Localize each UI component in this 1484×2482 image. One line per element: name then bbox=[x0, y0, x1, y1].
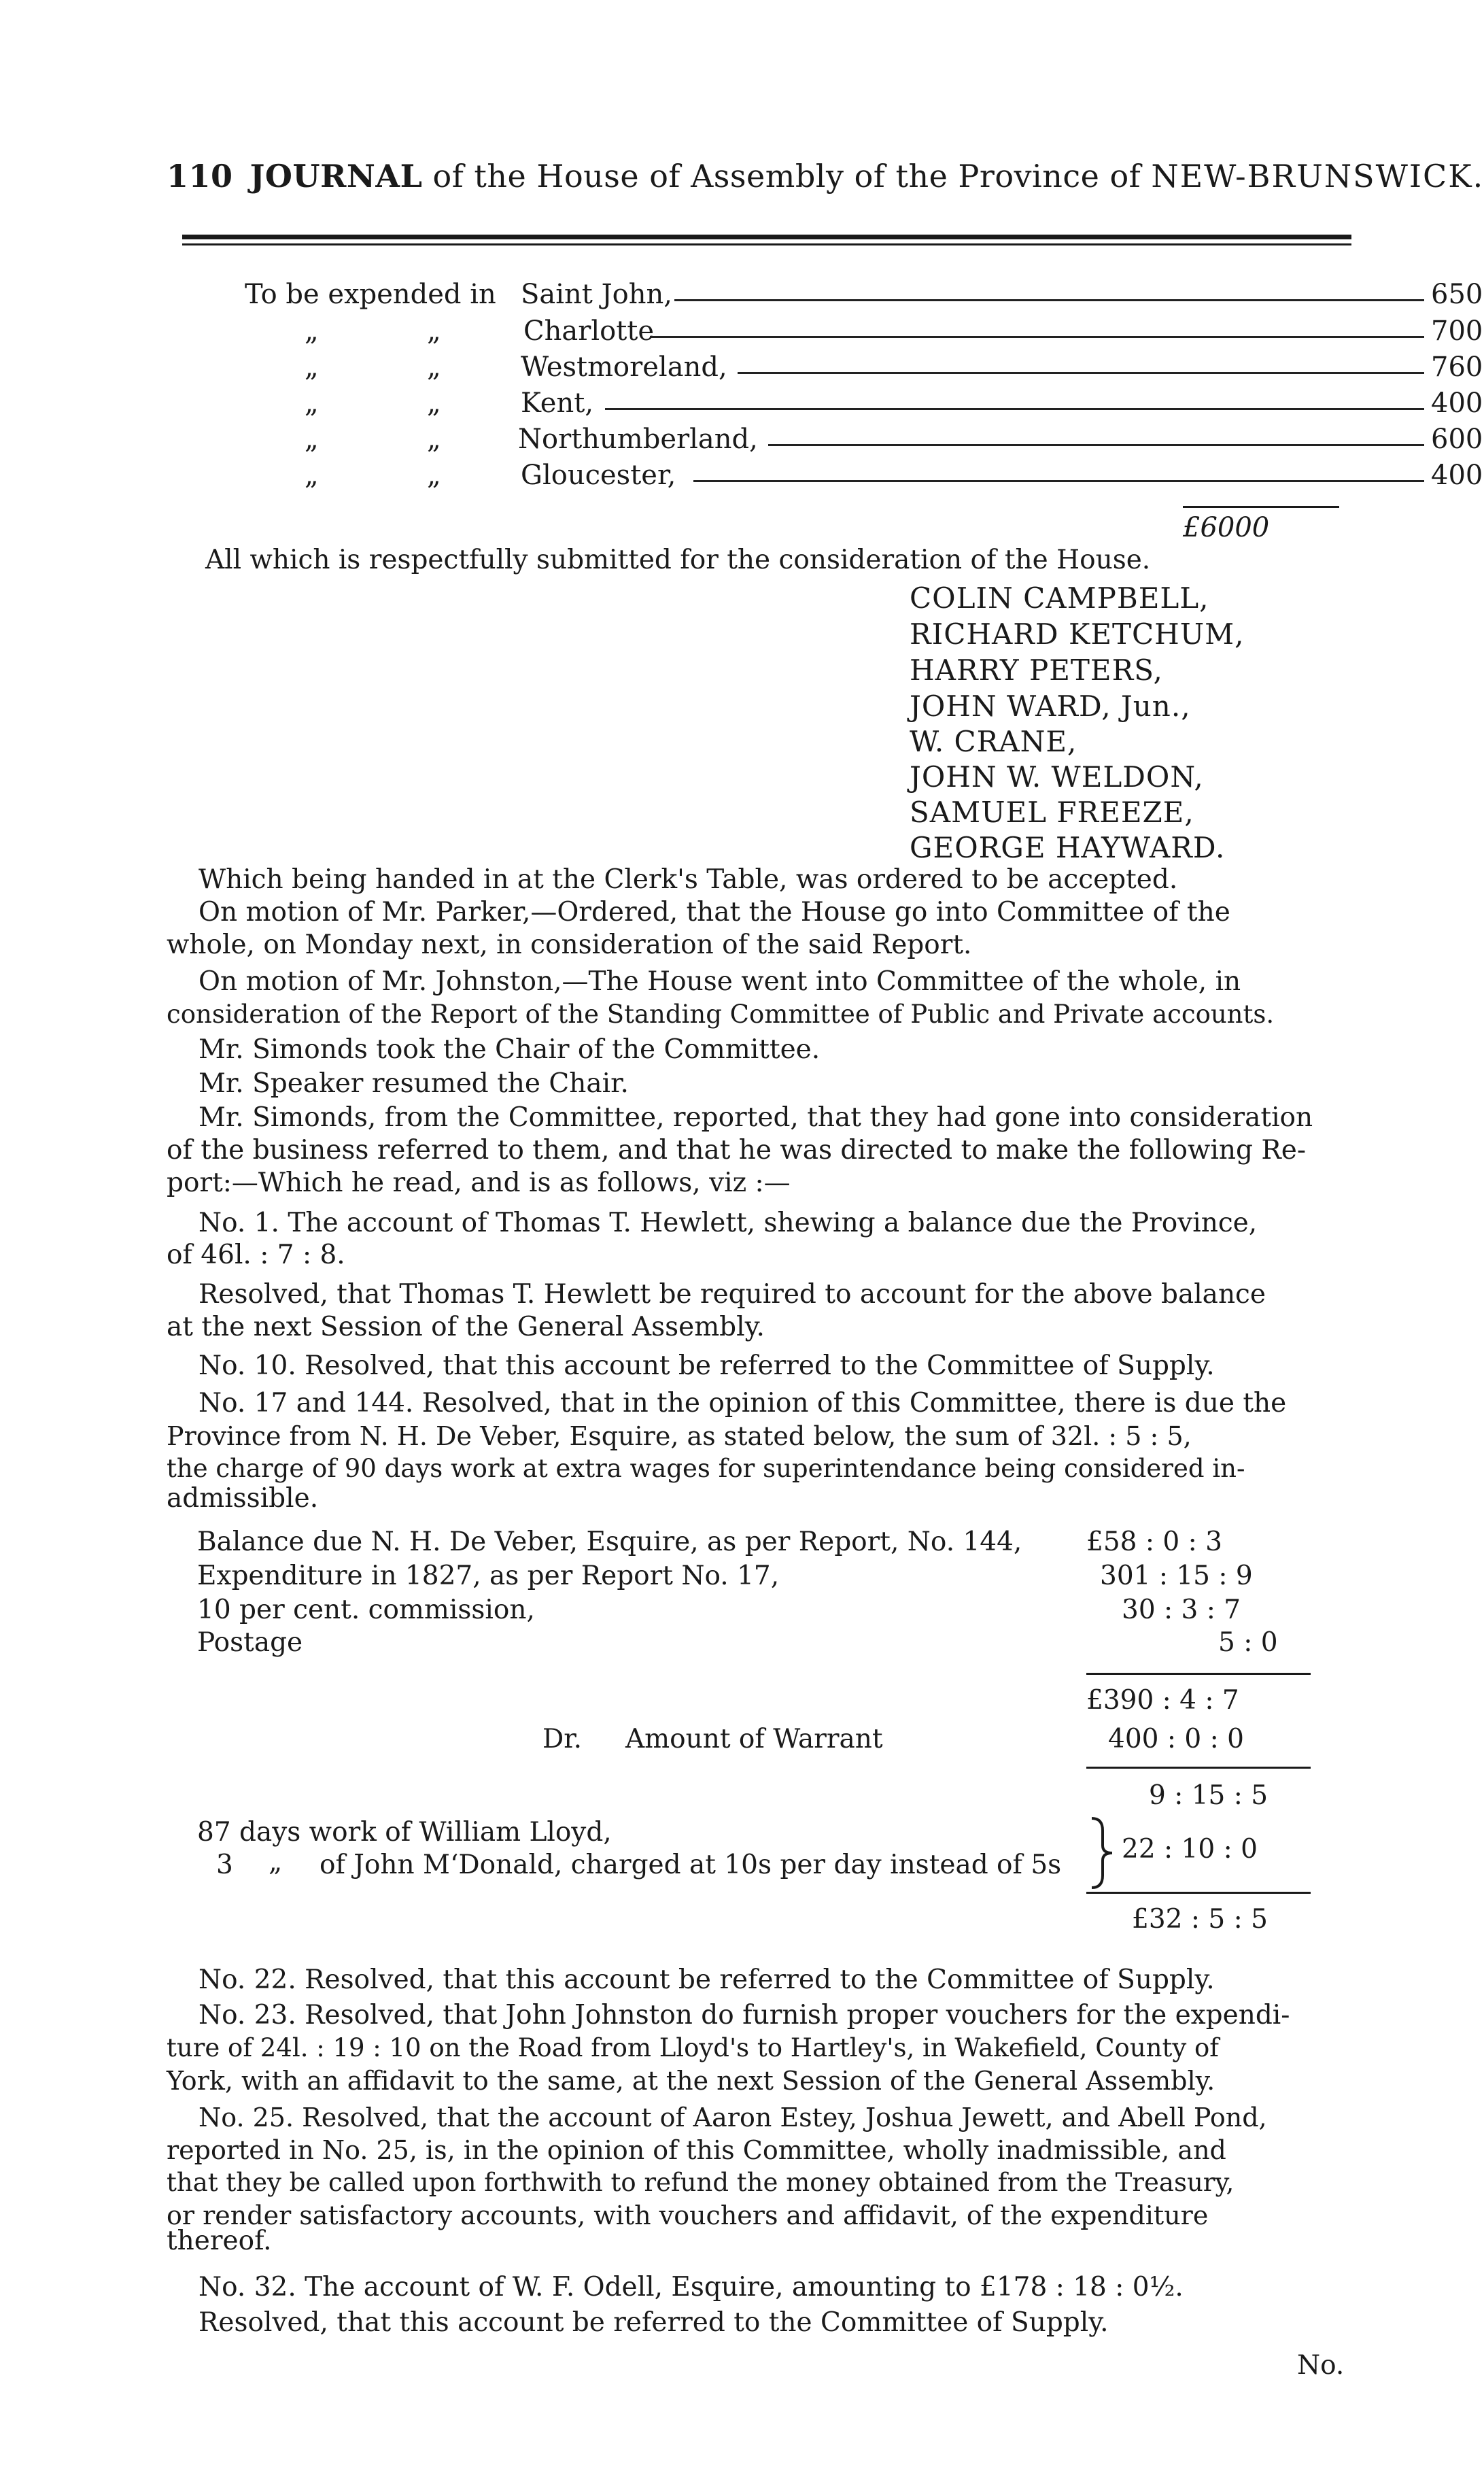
paragraph-line: No. 23. Resolved, that John Johnston do furnish proper vouchers for the expendi- bbox=[199, 2000, 1290, 2030]
sum-rule bbox=[1086, 1673, 1311, 1675]
paragraph-line: No. 25. Resolved, that the account of Aaron Estey, Joshua Jewett, and Abell Pond, bbox=[199, 2103, 1267, 2132]
leader-line bbox=[650, 336, 1424, 338]
expenditure-amount: 760 bbox=[1431, 352, 1483, 383]
header-rule-thick bbox=[182, 235, 1351, 239]
leader-line bbox=[738, 372, 1424, 374]
account-label: Postage bbox=[197, 1627, 303, 1658]
expenditure-amount: 400 bbox=[1431, 460, 1483, 491]
expenditure-row bbox=[245, 279, 1483, 314]
paragraph-line: admissible. bbox=[167, 1483, 319, 1514]
signatory: W. CRANE, bbox=[910, 725, 1077, 758]
expenditure-place: Westmoreland, bbox=[521, 352, 727, 383]
expenditure-lead: To be expended in bbox=[245, 279, 496, 310]
difference-rule bbox=[1086, 1767, 1311, 1769]
ditto-mark: „ bbox=[427, 388, 441, 419]
ditto-mark: „ bbox=[427, 424, 441, 455]
expenditure-place: Northumberland, bbox=[518, 424, 758, 455]
signatory: HARRY PETERS, bbox=[910, 653, 1163, 687]
account-amount: 5 : 0 bbox=[1218, 1627, 1278, 1658]
total-rule bbox=[1183, 506, 1339, 508]
account-label: 10 per cent. commission, bbox=[197, 1595, 535, 1625]
paragraph-line: or render satisfactory accounts, with vouchers and affidavit, of the expenditure bbox=[167, 2200, 1209, 2230]
paragraph-line: No. 17 and 144. Resolved, that in the opinion of this Committee, there is due the bbox=[199, 1388, 1287, 1418]
mcdonald-number: 3 bbox=[216, 1850, 233, 1880]
expenditure-row bbox=[245, 388, 1483, 423]
paragraph-line: at the next Session of the General Assembly. bbox=[167, 1312, 765, 1342]
running-header bbox=[167, 158, 1484, 194]
difference-amount: 9 : 15 : 5 bbox=[1149, 1780, 1269, 1811]
total-rule bbox=[1086, 1892, 1311, 1894]
paragraph-line: York, with an affidavit to the same, at the next Session of the General Assembly. bbox=[167, 2066, 1215, 2096]
expenditure-amount: 400 bbox=[1431, 388, 1483, 419]
header-rule-thin bbox=[182, 243, 1351, 245]
paragraph-line: port:—Which he read, and is as follows, viz :— bbox=[167, 1168, 791, 1198]
signatory: JOHN W. WELDON, bbox=[910, 760, 1204, 794]
paragraph-line: No. 32. The account of W. F. Odell, Esquire, amounting to £178 : 18 : 0½. bbox=[199, 2272, 1184, 2302]
ditto-mark: „ bbox=[305, 424, 319, 455]
leader-line bbox=[693, 480, 1424, 482]
catchword: No. bbox=[1297, 2350, 1345, 2381]
account-amount: 301 : 15 : 9 bbox=[1100, 1561, 1253, 1591]
submitted-line: All which is respectfully submitted for the consideration of the House. bbox=[205, 545, 1151, 575]
ditto-mark: „ bbox=[269, 1847, 283, 1877]
ditto-mark: „ bbox=[427, 316, 441, 347]
expenditure-place: Gloucester, bbox=[521, 460, 676, 491]
expenditure-row bbox=[245, 352, 1483, 387]
expenditure-row bbox=[245, 460, 1483, 495]
expenditure-row bbox=[245, 316, 1483, 351]
lloyd-line: 87 days work of William Lloyd, bbox=[197, 1817, 612, 1848]
ditto-mark: „ bbox=[305, 388, 319, 419]
warrant-amount: 400 : 0 : 0 bbox=[1108, 1724, 1244, 1754]
paragraph-line: Mr. Simonds, from the Committee, reported, that they had gone into consideration bbox=[199, 1102, 1313, 1133]
journal-title: JOURNAL bbox=[249, 158, 423, 194]
paragraph-line: No. 1. The account of Thomas T. Hewlett, shewing a balance due the Province, bbox=[199, 1208, 1258, 1238]
leader-line bbox=[605, 408, 1424, 410]
paragraph-line: the charge of 90 days work at extra wages for superintendance being considered in- bbox=[167, 1454, 1245, 1483]
expenditure-amount: 700 bbox=[1431, 316, 1483, 347]
account-subtotal: £390 : 4 : 7 bbox=[1086, 1685, 1239, 1716]
account-total: £32 : 5 : 5 bbox=[1132, 1904, 1268, 1935]
expenditure-amount: 600 bbox=[1431, 424, 1483, 455]
account-amount: £58 : 0 : 3 bbox=[1086, 1527, 1222, 1557]
account-label: Expenditure in 1827, as per Report No. 17, bbox=[197, 1561, 780, 1591]
leader-line bbox=[768, 444, 1424, 446]
signatory: SAMUEL FREEZE, bbox=[910, 796, 1194, 829]
paragraph-line: On motion of Mr. Parker,—Ordered, that the House go into Committee of the bbox=[199, 897, 1230, 928]
ditto-mark: „ bbox=[427, 352, 441, 383]
warrant-dr: Dr. bbox=[542, 1724, 583, 1754]
signatory: JOHN WARD, Jun., bbox=[910, 690, 1191, 723]
expenditure-place: Saint John, bbox=[521, 279, 672, 310]
ditto-mark: „ bbox=[305, 460, 319, 491]
account-amount: 30 : 3 : 7 bbox=[1122, 1595, 1241, 1625]
paragraph-line: Which being handed in at the Clerk's Table, was ordered to be accepted. bbox=[199, 864, 1178, 895]
signatory: RICHARD KETCHUM, bbox=[910, 617, 1245, 651]
paragraph-line: Mr. Speaker resumed the Chair. bbox=[199, 1068, 629, 1099]
paragraph-line: thereof. bbox=[167, 2226, 272, 2256]
expenditure-amount: 650 bbox=[1431, 279, 1483, 310]
page-number: 110 bbox=[167, 158, 233, 194]
paragraph-line: On motion of Mr. Johnston,—The House went into Committee of the whole, in bbox=[199, 966, 1241, 997]
expenditure-total: £6000 bbox=[1183, 512, 1270, 543]
mcdonald-line: of John M‘Donald, charged at 10s per day instead of 5s bbox=[320, 1850, 1062, 1880]
signatory: GEORGE HAYWARD. bbox=[910, 831, 1226, 864]
paragraph-line: Resolved, that this account be referred to the Committee of Supply. bbox=[199, 2307, 1109, 2338]
leader-line bbox=[674, 299, 1424, 301]
paragraph-line: whole, on Monday next, in consideration of the said Report. bbox=[167, 930, 972, 960]
ditto-mark: „ bbox=[305, 316, 319, 347]
paragraph-line: No. 22. Resolved, that this account be referred to the Committee of Supply. bbox=[199, 1965, 1215, 1995]
expenditure-row bbox=[245, 424, 1483, 459]
account-label: Balance due N. H. De Veber, Esquire, as per Report, No. 144, bbox=[197, 1527, 1022, 1557]
province-title: NEW-BRUNSWICK. bbox=[1151, 158, 1484, 194]
extra-amount: 22 : 10 : 0 bbox=[1122, 1834, 1258, 1865]
warrant-label: Amount of Warrant bbox=[625, 1724, 883, 1754]
paragraph-line: Province from N. H. De Veber, Esquire, as stated below, the sum of 32l. : 5 : 5, bbox=[167, 1421, 1192, 1451]
paragraph-line: Resolved, that Thomas T. Hewlett be required to account for the above balance bbox=[199, 1279, 1266, 1310]
paragraph-line: reported in No. 25, is, in the opinion of this Committee, wholly inadmissible, and bbox=[167, 2135, 1226, 2165]
expenditure-place: Charlotte bbox=[523, 316, 655, 347]
signatory: COLIN CAMPBELL, bbox=[910, 581, 1209, 615]
paragraph-line: of the business referred to them, and that he was directed to make the following Re- bbox=[167, 1135, 1306, 1166]
brace-icon bbox=[1088, 1816, 1115, 1890]
ditto-mark: „ bbox=[305, 352, 319, 383]
expenditure-place: Kent, bbox=[521, 388, 594, 419]
paragraph-line: ture of 24l. : 19 : 10 on the Road from Lloyd's to Hartley's, in Wakefield, County of bbox=[167, 2033, 1219, 2062]
paragraph-line: No. 10. Resolved, that this account be referred to the Committee of Supply. bbox=[199, 1350, 1215, 1381]
house-title: of the House of Assembly of the Province of bbox=[432, 158, 1141, 194]
ditto-mark: „ bbox=[427, 460, 441, 491]
paragraph-line: Mr. Simonds took the Chair of the Committee. bbox=[199, 1034, 821, 1065]
paragraph-line: that they be called upon forthwith to refund the money obtained from the Treasury, bbox=[167, 2168, 1235, 2197]
paragraph-line: of 46l. : 7 : 8. bbox=[167, 1240, 345, 1270]
paragraph-line: consideration of the Report of the Standing Committee of Public and Private accounts. bbox=[167, 1000, 1275, 1029]
